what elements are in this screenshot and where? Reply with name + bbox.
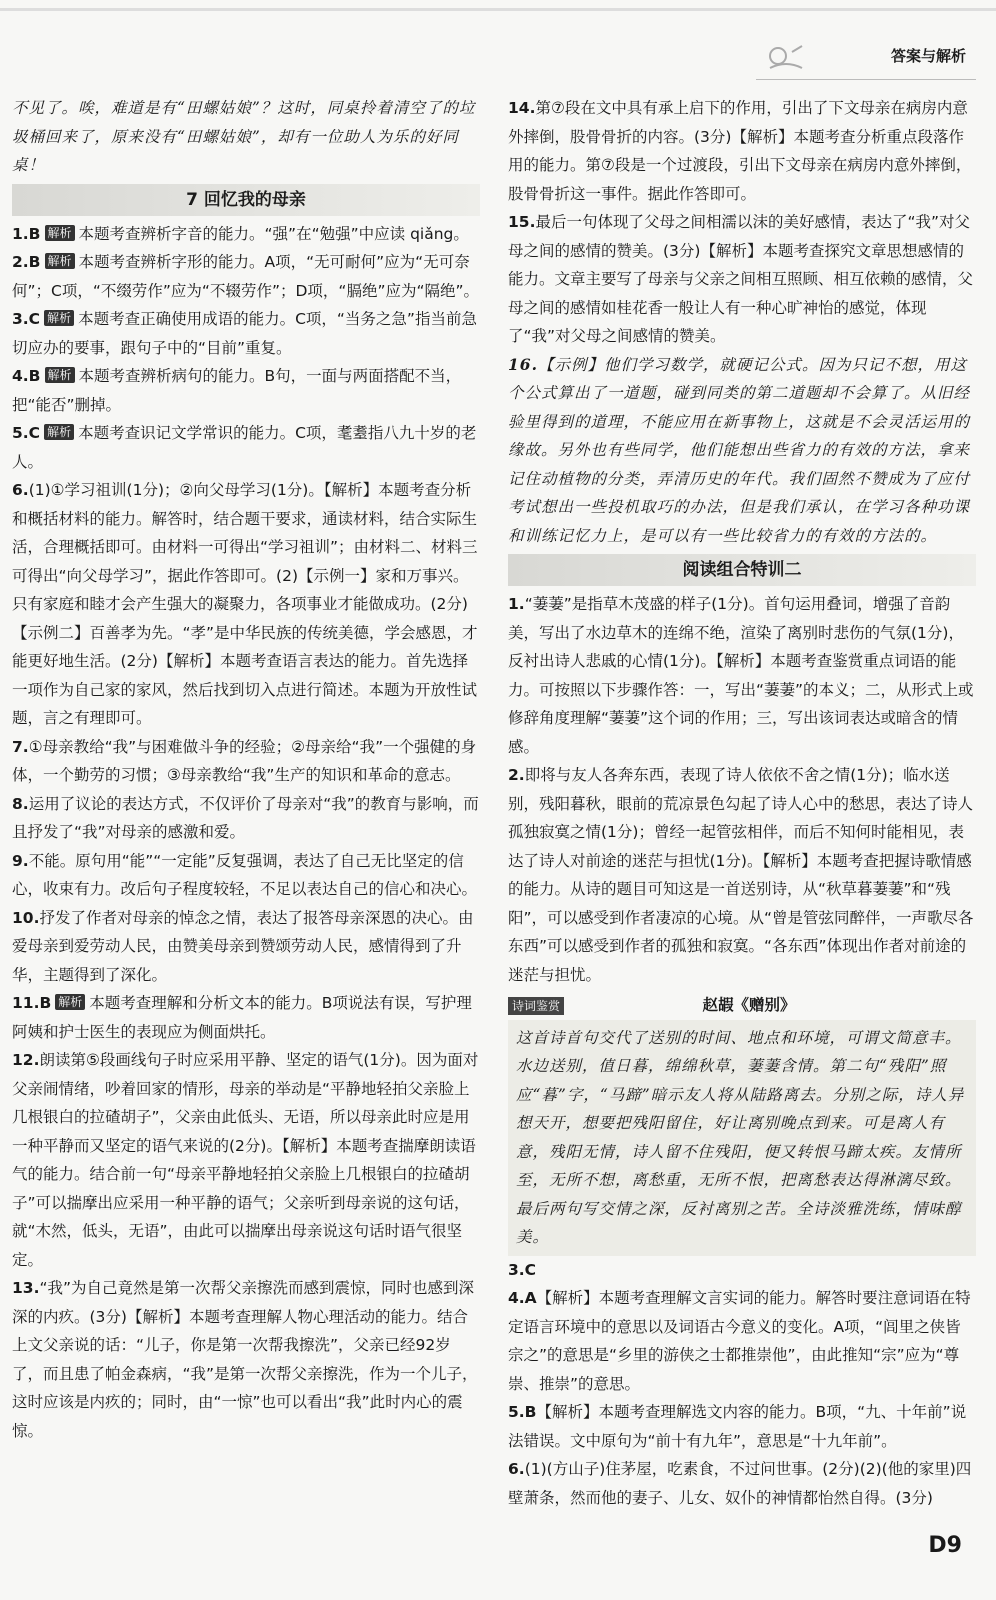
left-answer-list (12, 220, 480, 1446)
answer-text: (1)①学习祖训(1分)；②向父母学习(1分)。【解析】本题考查分析和概括材料的能力。解答时，结合题干要求，通读材料，结合实际生活，合理概括即可。由材料一可得出“学习祖训”；由材料二、材料三可得出“向父母学习”，据此作答即可。(2)【示例一】家和万事兴。只有家庭和睦才会产生强大的凝聚力，各项事业才能做成功。(2分)【示例二】百善孝为先。“孝”是中华民族的传统美德，学会感恩，才能更好地生活。(2分)【解析】本题考查语言表达的能力。首先选择一项作为自己家的家风，然后找到切入点进行简述。本题为开放性试题，言之有理即可。 (12, 481, 478, 727)
answer-number: 1.B (12, 224, 41, 243)
answer-number: 2. (508, 766, 525, 784)
answer-text: (1)(方山子)住茅屋，吃素食，不过问世事。(2分)(2)(他的家里)四壁萧条，然而他的妻子、儿女、奴仆的神情都怡然自得。(3分) (508, 1460, 972, 1507)
answer-text: “我”为自己竟然是第一次帮父亲擦洗而感到震惊，同时也感到深深的内疚。(3分)【解析】本题考查理解人物心理活动的能力。结合上文父亲说的话：“儿子，你是第一次帮我擦洗”，父亲已经92岁了，而且患了帕金森病，“我”是第一次帮父亲擦洗，作为一个儿子，这时应该是内疚的；同时，由“一惊”也可以看出“我”此时内心的震惊。 (12, 1279, 478, 1440)
answer-item (12, 904, 480, 990)
answer-number: 10. (12, 908, 40, 927)
header-divider (756, 79, 976, 80)
answer-item (12, 220, 480, 249)
answer-text: 抒发了作者对母亲的悼念之情，表达了报答母亲深恩的决心。由爱母亲到爱劳动人民，由赞美母亲到赞颂劳动人民，感情得到了升华，主题得到了深化。 (12, 908, 474, 984)
analysis-tag: 解析 (45, 253, 75, 269)
answer-text: 最后一句体现了父母之间相濡以沫的美好感情，表达了“我”对父母之间的感情的赞美。(3分)【解析】本题考查探究文章思想感情的能力。文章主要写了母亲与父亲之间相互照顾、相互依赖的感情，父母之间的感情如桂花香一般让人有一种心旷神怡的感觉，体现了“我”对父母之间感情的赞美。 (508, 213, 974, 345)
answer-number: 7. (12, 737, 29, 756)
answer-item (12, 989, 480, 1046)
poem-appreciation-box: 这首诗首句交代了送别的时间、地点和环境，可谓文简意丰。水边送别，值日暮，绵绵秋草，萋萋含情。第二句“残阳”照应“暮”字，“马蹄”暗示友人将从陆路离去。分别之际，诗人异想天开，想要把残阳留住，好让离别晚点到来。可是离人有意，残阳无情，诗人留不住残阳，便又转恨马蹄太疾。友情所至，无所不想，离愁重，无所不恨，把离愁表达得淋漓尽致。最后两句写交情之深，反衬离别之苦。全诗淡雅洗练，情味醇美。 (508, 1020, 976, 1256)
answer-number: 5.C (12, 424, 41, 442)
answer-text: 【解析】本题考查理解选文内容的能力。B项，“九、十年前”说法错误。文中原句为“前十有九年”，意思是“十九年前”。 (508, 1403, 967, 1450)
analysis-tag: 解析 (45, 225, 75, 241)
page-number: D9 (928, 1532, 962, 1558)
analysis-tag: 解析 (44, 424, 74, 440)
answer-number: 12. (12, 1051, 40, 1069)
analysis-tag: 解析 (55, 994, 85, 1010)
section-title: 7 回忆我的母亲 (12, 184, 480, 216)
answer-item (12, 1274, 480, 1445)
right-column (508, 94, 976, 1512)
answer-number: 3.C (12, 310, 41, 328)
answer-number: 6. (508, 1460, 525, 1478)
answer-item (508, 1284, 976, 1398)
answer-item (12, 847, 480, 904)
answer-number: 14. (508, 99, 536, 117)
answer-item (508, 208, 976, 351)
poem-appreciation-tag: 诗词鉴赏 (508, 997, 564, 1015)
answer-text: 本题考查辨析病句的能力。B句，一面与两面搭配不当，把“能否”删掉。 (12, 367, 462, 414)
answer-item (12, 733, 480, 790)
answer-text: “萋萋”是指草木茂盛的样子(1分)。首句运用叠词，增强了音韵美，写出了水边草木的连绵不绝，渲染了离别时悲伤的气氛(1分)，反衬出诗人悲戚的心情(1分)。【解析】本题考查鉴赏重点词语的能力。可按照以下步骤作答：一，写出“萋萋”的本义；二，从形式上或修辞角度理解“萋萋”这个词的作用；三，写出该词表达或暗含的情感。 (508, 595, 974, 756)
right-answer-list-a (508, 94, 976, 550)
answer-text: 本题考查识记文学常识的能力。C项，耄耋指八九十岁的老人。 (12, 424, 477, 471)
answer-text: 本题考查理解和分析文本的能力。B项说法有误，写护理阿姨和护士医生的表现应为侧面烘托。 (12, 994, 472, 1041)
answer-number: 13. (12, 1279, 40, 1297)
answer-number: 6. (12, 481, 29, 499)
top-rule (0, 8, 996, 11)
answer-item (508, 351, 976, 551)
answer-number: 3.C (508, 1260, 537, 1279)
answer-item (508, 590, 976, 761)
answer-text: 不能。原句用“能”“一定能”反复强调，表达了自己无比坚定的信心，收束有力。改后句子程度较轻，不足以表达自己的信心和决心。 (12, 851, 478, 898)
answer-number: 1. (508, 595, 525, 613)
left-column (12, 94, 480, 1445)
analysis-tag: 解析 (44, 310, 74, 326)
answer-item (12, 305, 480, 362)
answer-number: 9. (12, 851, 29, 870)
mascot-logo-icon (766, 42, 806, 72)
answer-item (508, 761, 976, 989)
header-title: 答案与解析 (890, 47, 966, 65)
intro-paragraph: 不见了。唉，难道是有“田螺姑娘”？这时，同桌拎着清空了的垃圾桶回来了，原来没有“田螺姑娘”，却有一位助人为乐的好同桌！ (12, 99, 476, 174)
answer-item (12, 790, 480, 847)
answer-text: 【示例】他们学习数学，就硬记公式。因为只记不想，用这个公式算出了一道题，碰到同类的第二道题却不会算了。从旧经验里得到的道理，不能应用在新事物上，这就是不会灵活运用的缘故。另外也有些同学，他们能想出些省力的有效的方法，拿来记住动植物的分类，弄清历史的年代。我们固然不赞成为了应付考试想出一些投机取巧的办法，但是我们承认，在学习各种功课和训练记忆力上，是可以有一些比较省力的有效的方法的。 (508, 355, 971, 545)
answer-number: 11.B (12, 994, 52, 1012)
answer-number: 4.B (12, 367, 41, 385)
answer-text: 【解析】本题考查理解文言实词的能力。解答时要注意词语在特定语言环境中的意思以及词语古今意义的变化。A项，“闾里之侠皆宗之”的意思是“乡里的游侠之士都推崇他”，由此推知“宗”应为“尊崇、推崇”的意思。 (508, 1289, 971, 1393)
section-title-reading: 阅读组合特训二 (508, 554, 976, 586)
answer-item (12, 1046, 480, 1274)
answer-item (12, 362, 480, 419)
answer-text: 本题考查辨析字音的能力。“强”在“勉强”中应读 qiǎng。 (78, 224, 469, 243)
answer-number: 16. (508, 354, 538, 374)
poem-appreciation-title: 赵嘏《赠别》 (702, 996, 796, 1014)
answer-item (12, 476, 480, 733)
answer-item (508, 1455, 976, 1512)
answer-text: 即将与友人各奔东西，表现了诗人依依不舍之情(1分)；临水送别，残阳暮秋，眼前的荒凉景色勾起了诗人心中的愁思，表达了诗人孤独寂寞之情(1分)；曾经一起管弦相伴，而后不知何时能相见，表达了诗人对前途的迷茫与担忧(1分)。【解析】本题考查把握诗歌情感的能力。从诗的题目可知这是一首送别诗，从“秋草暮萋萋”和“残阳”，可以感受到作者凄凉的心境。从“曾是管弦同醉伴，一声歌尽各东西”可以感受到作者的孤独和寂寞。“各东西”体现出作者对前途的迷茫与担忧。 (508, 766, 974, 984)
answer-text: 朗读第⑤段画线句子时应采用平静、坚定的语气(1分)。因为面对父亲闹情绪，吵着回家的情形，母亲的举动是“平静地轻拍父亲脸上几根银白的拉碴胡子”，父亲由此低头、无语，所以母亲此时应是用一种平静而又坚定的语气来说的(2分)。【解析】本题考查揣摩朗读语气的能力。结合前一句“母亲平静地轻拍父亲脸上几根银白的拉碴胡子”可以揣摩出应采用一种平静的语气；父亲听到母亲说的这句话，就“木然，低头，无语”，由此可以揣摩出母亲说这句话时语气很坚定。 (12, 1051, 479, 1269)
answer-number: 2.B (12, 253, 41, 271)
answer-text: 本题考查正确使用成语的能力。C项，“当务之急”指当前急切应办的要事，跟句子中的“目前”重复。 (12, 310, 477, 357)
answer-item (508, 1398, 976, 1455)
answer-text: 本题考查辨析字形的能力。A项，“无可耐何”应为“无可奈何”；C项，“不缀劳作”应为“不辍劳作”；D项，“膈绝”应为“隔绝”。 (12, 253, 480, 300)
answer-number: 5.B (508, 1403, 537, 1421)
answer-number: 4.A (508, 1289, 537, 1307)
answer-text: 运用了议论的表达方式，不仅评价了母亲对“我”的教育与影响，而且抒发了“我”对母亲的感激和爱。 (12, 794, 479, 841)
answer-item (12, 248, 480, 305)
answer-item (508, 94, 976, 208)
page-header (756, 40, 976, 80)
answer-item (12, 419, 480, 476)
answer-text: ①母亲教给“我”与困难做斗争的经验；②母亲给“我”一个强健的身体，一个勤劳的习惯；③母亲教给“我”生产的知识和革命的意志。 (12, 737, 477, 784)
right-answer-list-c (508, 1256, 976, 1513)
analysis-tag: 解析 (45, 367, 75, 383)
poem-appreciation-head (508, 991, 976, 1020)
answer-item (508, 1256, 976, 1285)
right-answer-list-b (508, 590, 976, 989)
answer-number: 8. (12, 794, 29, 813)
answer-text: 第⑦段在文中具有承上启下的作用，引出了下文母亲在病房内意外摔倒，股骨骨折的内容。(3分)【解析】本题考查分析重点段落作用的能力。第⑦段是一个过渡段，引出下文母亲在病房内意外摔倒，股骨骨折这一事件。据此作答即可。 (508, 99, 972, 203)
answer-number: 15. (508, 213, 536, 231)
